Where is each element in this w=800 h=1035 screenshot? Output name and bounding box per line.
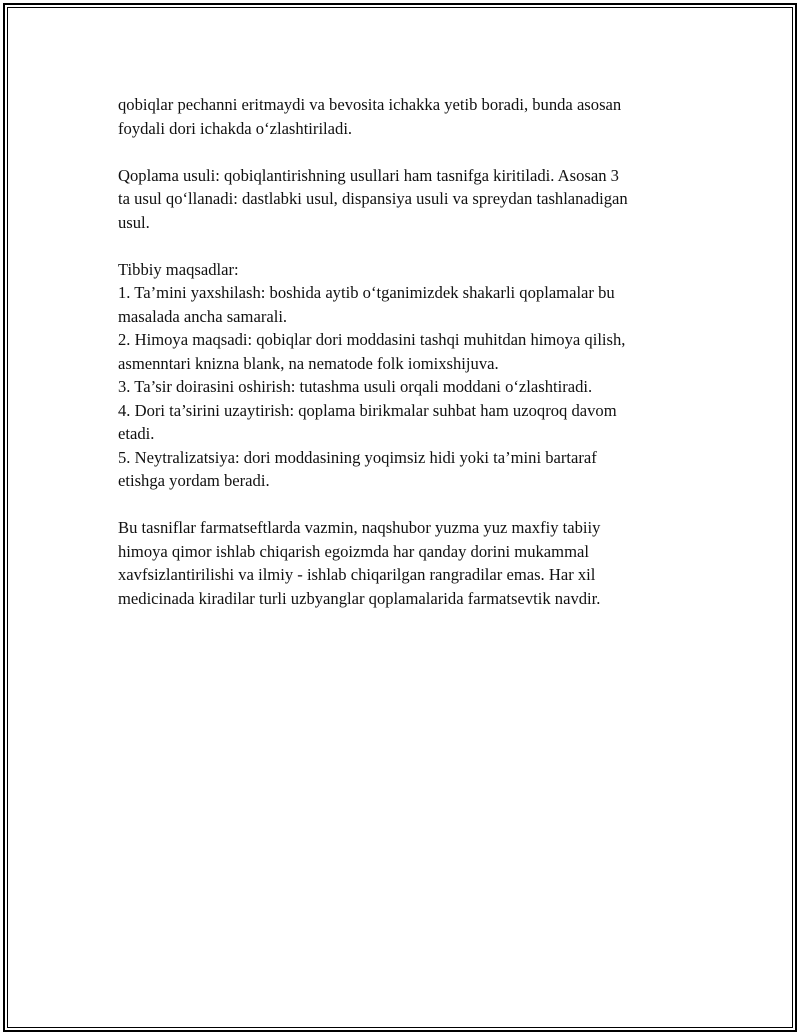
list-item-line: etadi. (118, 424, 155, 443)
list-item-line: asmenntari knizna blank, na nematode folk iomixshijuva. (118, 353, 499, 373)
document-body (118, 93, 708, 610)
text-line: foydali dori ichakda o‘zlashtiriladi. (118, 118, 353, 138)
list-item (118, 375, 708, 399)
text-line: medicinada kiradilar turli uzbyanglar qoplamalarida farmatsevtik navdir. (118, 588, 601, 608)
medical-purposes-section (118, 258, 708, 493)
text-line: himoya qimor ishlab chiqarish egoizmda har qanday dorini mukammal (118, 541, 589, 561)
list-item (118, 446, 708, 493)
list-item-line: 4. Dori ta’sirini uzaytirish: qoplama birikmalar suhbat ham uzoqroq davom (118, 400, 617, 420)
list-item (118, 399, 708, 446)
list-item (118, 328, 708, 375)
conclusion-paragraph (118, 516, 708, 610)
list-item (118, 281, 708, 328)
list-item-line: 5. Neytralizatsiya: dori moddasining yoqimsiz hidi yoki ta’mini bartaraf (118, 447, 597, 467)
text-line: xavfsizlantirilishi va ilmiy - ishlab chiqarilgan rangradilar emas. Har xil (118, 565, 596, 584)
paragraph-spacer (118, 140, 708, 164)
paragraph-spacer (118, 234, 708, 258)
paragraph-spacer (118, 493, 708, 517)
text-line: ta usul qo‘llanadi: dastlabki usul, dispansiya usuli va spreydan tashlanadigan (118, 189, 628, 208)
text-line: Bu tasniflar farmatseftlarda vazmin, naqshubor yuzma yuz maxfiy tabiiy (118, 518, 601, 537)
list-item-line: 3. Ta’sir doirasini oshirish: tutashma usuli orqali moddani o‘zlashtiradi. (118, 377, 593, 396)
list-item-line: etishga yordam beradi. (118, 471, 270, 490)
list-item-line: masalada ancha samarali. (118, 306, 288, 326)
list-item-line: 2. Himoya maqsadi: qobiqlar dori moddasini tashqi muhitdan himoya qilish, (118, 330, 626, 349)
text-line: usul. (118, 212, 150, 232)
text-line: Qoplama usuli: qobiqlantirishning usullari ham tasnifga kiritiladi. Asosan 3 (118, 165, 619, 185)
section-heading: Tibbiy maqsadlar: (118, 259, 239, 279)
text-line: qobiqlar pechanni eritmaydi va bevosita ichakka yetib boradi, bunda asosan (118, 95, 622, 114)
coating-method-paragraph (118, 164, 708, 235)
list-item-line: 1. Ta’mini yaxshilash: boshida aytib o‘tganimizdek shakarli qoplamalar bu (118, 283, 615, 302)
intro-paragraph (118, 93, 708, 140)
